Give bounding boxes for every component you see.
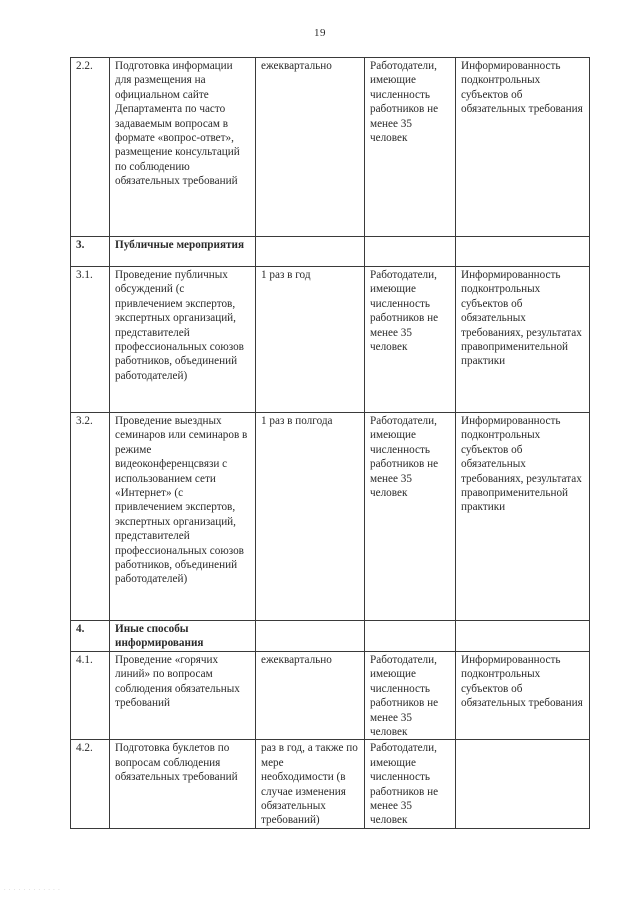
- result-cell: Информированность подконтрольных субъектов об обязательных требования: [456, 652, 590, 740]
- result-cell: [456, 740, 590, 828]
- section-row: [71, 237, 590, 267]
- frequency-cell: ежеквартально: [256, 652, 365, 740]
- activities-table: [70, 57, 590, 829]
- table-row: [71, 413, 590, 621]
- target-cell: Работодатели, имеющие численность работников не менее 35 человек: [365, 652, 456, 740]
- row-number: 3.2.: [71, 413, 110, 621]
- frequency-cell: 1 раз в полгода: [256, 413, 365, 621]
- frequency-cell: раз в год, а также по мере необходимости (в случае изменения обязательных требований): [256, 740, 365, 828]
- row-number: 3.1.: [71, 267, 110, 413]
- activity-cell: Подготовка информации для размещения на официальном сайте Департамента по часто задаваемым вопросам в формате «вопрос-ответ», размещение консультаций по соблюдению обязательных требований: [110, 58, 256, 237]
- target-cell: Работодатели, имеющие численность работников не менее 35 человек: [365, 413, 456, 621]
- empty-cell: [256, 621, 365, 652]
- empty-cell: [365, 237, 456, 267]
- activity-cell: Подготовка буклетов по вопросам соблюдения обязательных требований: [110, 740, 256, 828]
- result-cell: Информированность подконтрольных субъектов об обязательных требованиях, результатах правоприменительной практики: [456, 267, 590, 413]
- frequency-cell: ежеквартально: [256, 58, 365, 237]
- empty-cell: [256, 237, 365, 267]
- row-number: 4.2.: [71, 740, 110, 828]
- row-number: 2.2.: [71, 58, 110, 237]
- result-cell: Информированность подконтрольных субъектов об обязательных требования: [456, 58, 590, 237]
- frequency-cell: 1 раз в год: [256, 267, 365, 413]
- target-cell: Работодатели, имеющие численность работников не менее 35 человек: [365, 740, 456, 828]
- activity-cell: Проведение «горячих линий» по вопросам соблюдения обязательных требований: [110, 652, 256, 740]
- section-title: Публичные мероприятия: [110, 237, 256, 267]
- section-number: 3.: [71, 237, 110, 267]
- activity-cell: Проведение выездных семинаров или семинаров в режиме видеоконференцсвязи с использованием сети «Интернет» (с привлечением экспертов, экспертных организаций, представителей профессиональных союзов работников, объединений работодателей): [110, 413, 256, 621]
- page-number: 19: [314, 27, 326, 39]
- section-row: [71, 621, 590, 652]
- empty-cell: [456, 621, 590, 652]
- activity-cell: Проведение публичных обсуждений (с привлечением экспертов, экспертных организаций, представителей профессиональных союзов работников, объединений работодателей): [110, 267, 256, 413]
- section-number: 4.: [71, 621, 110, 652]
- footer-marks: · · · · · · · · · · · ·: [4, 888, 61, 893]
- row-number: 4.1.: [71, 652, 110, 740]
- result-cell: Информированность подконтрольных субъектов об обязательных требованиях, результатах правоприменительной практики: [456, 413, 590, 621]
- table-row: [71, 58, 590, 237]
- table-row: [71, 740, 590, 828]
- empty-cell: [456, 237, 590, 267]
- table-row: [71, 267, 590, 413]
- target-cell: Работодатели, имеющие численность работников не менее 35 человек: [365, 267, 456, 413]
- target-cell: Работодатели, имеющие численность работников не менее 35 человек: [365, 58, 456, 237]
- table-row: [71, 652, 590, 740]
- section-title: Иные способы информирования: [110, 621, 256, 652]
- empty-cell: [365, 621, 456, 652]
